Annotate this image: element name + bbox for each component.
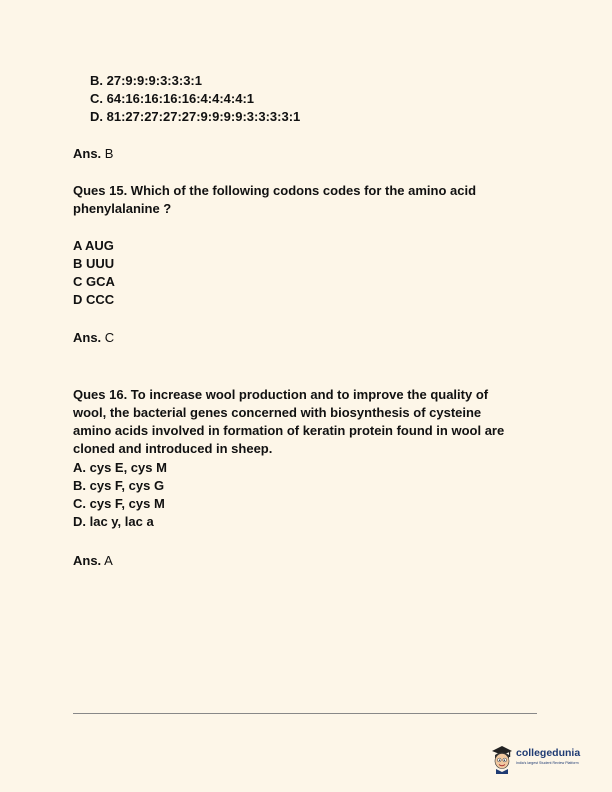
- q16-option-d: D. lac y, lac a: [73, 514, 154, 529]
- logo-wordmark: collegedunia: [516, 747, 581, 759]
- footer-divider: [73, 713, 537, 714]
- q15-option-b: B UUU: [73, 256, 115, 271]
- q15-answer: [73, 329, 114, 347]
- q15-option-a: A AUG: [73, 238, 114, 253]
- q15-question-line-1: Ques 15. Which of the following codons codes for the amino acid: [73, 183, 477, 198]
- answer-value: C: [104, 330, 115, 345]
- collegedunia-logo: [490, 744, 600, 776]
- answer-label: Ans.: [73, 146, 102, 161]
- q14-answer: [73, 145, 113, 163]
- q14-option-c: C. 64:16:16:16:16:4:4:4:4:1: [90, 91, 255, 106]
- answer-value: A: [104, 553, 113, 568]
- q16-option-a: A. cys E, cys M: [73, 460, 167, 475]
- q15-option-c: C GCA: [73, 274, 115, 289]
- student-mascot-icon: [490, 744, 514, 774]
- q16-option-b: B. cys F, cys G: [73, 478, 165, 493]
- q14-option-d: D. 81:27:27:27:27:9:9:9:9:3:3:3:3:1: [90, 109, 301, 124]
- answer-value: B: [104, 146, 114, 161]
- answer-label: Ans.: [73, 553, 102, 568]
- logo-tagline: India's largest Student Review Platform: [516, 761, 579, 765]
- q16-question-line-4: cloned and introduced in sheep.: [73, 441, 273, 456]
- q14-option-b: B. 27:9:9:9:3:3:3:1: [90, 73, 202, 88]
- q16-option-c: C. cys F, cys M: [73, 496, 165, 511]
- q16-question-line-1: Ques 16. To increase wool production and to improve the quality of: [73, 387, 489, 402]
- q16-question-line-3: amino acids involved in formation of keratin protein found in wool are: [73, 423, 505, 438]
- q16-question-line-2: wool, the bacterial genes concerned with biosynthesis of cysteine: [73, 405, 482, 420]
- q15-question-line-2: phenylalanine ?: [73, 201, 172, 216]
- answer-label: Ans.: [73, 330, 102, 345]
- q16-answer: [73, 552, 113, 570]
- q15-option-d: D CCC: [73, 292, 115, 307]
